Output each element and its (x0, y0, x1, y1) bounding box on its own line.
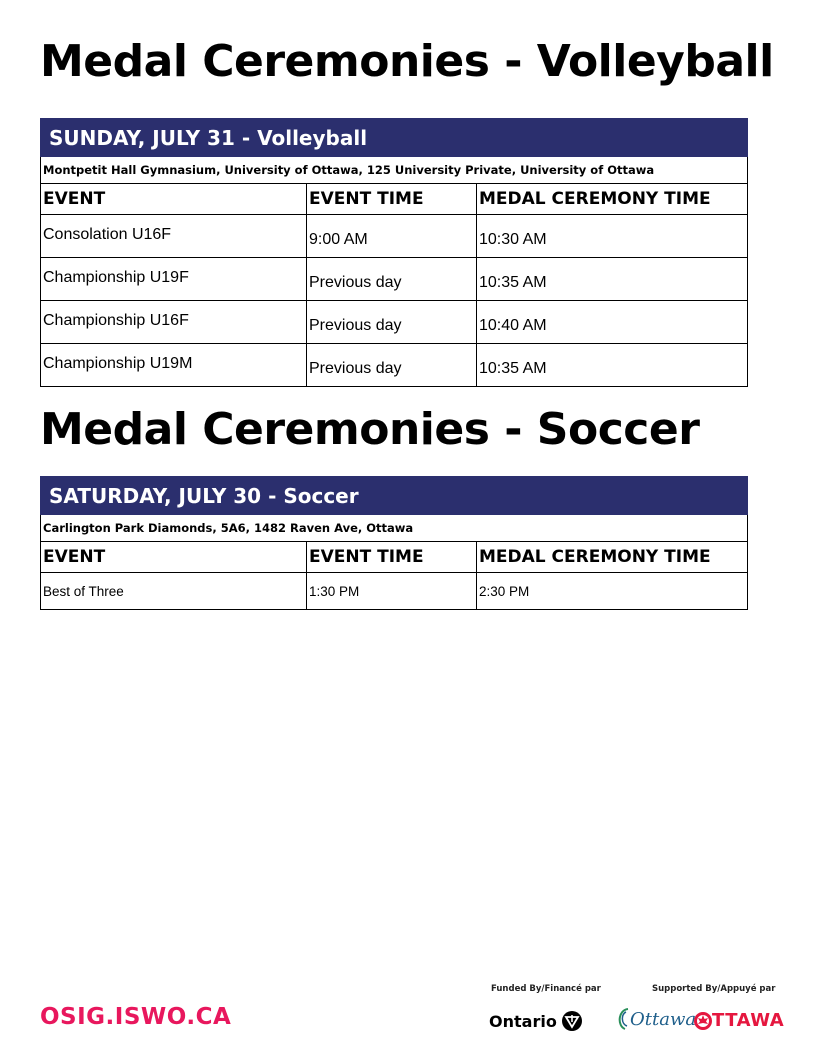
table-row (41, 215, 748, 258)
day-header: SUNDAY, JULY 31 - Volleyball (41, 119, 748, 157)
col-header-medal-time: MEDAL CEREMONY TIME (477, 184, 748, 215)
funded-by-label: Funded By/Financé par (491, 984, 601, 994)
soccer-schedule-table (40, 476, 748, 610)
event-cell: Championship U19F (41, 258, 307, 301)
table-row (41, 573, 748, 610)
ottawa-script-text: Ottawa (630, 1008, 697, 1030)
ontario-logo (489, 1010, 583, 1032)
event-time-cell: Previous day (307, 301, 477, 344)
ottawa-tourism-logo (694, 1010, 784, 1031)
page-title-soccer: Medal Ceremonies - Soccer (40, 404, 700, 455)
medal-time-cell: 10:35 AM (477, 258, 748, 301)
event-time-cell: 1:30 PM (307, 573, 477, 610)
venue-row (41, 515, 748, 542)
venue-text: Carlington Park Diamonds, 5A6, 1482 Raven Ave, Ottawa (41, 515, 748, 542)
event-time-cell: Previous day (307, 344, 477, 387)
venue-row (41, 157, 748, 184)
day-header-row (41, 119, 748, 157)
col-header-event-time: EVENT TIME (307, 184, 477, 215)
event-time-cell: 9:00 AM (307, 215, 477, 258)
column-header-row (41, 184, 748, 215)
supported-by-label: Supported By/Appuyé par (652, 984, 776, 994)
maple-leaf-icon (694, 1012, 712, 1030)
medal-time-cell: 10:35 AM (477, 344, 748, 387)
medal-time-cell: 2:30 PM (477, 573, 748, 610)
day-header: SATURDAY, JULY 30 - Soccer (41, 477, 748, 515)
medal-time-cell: 10:30 AM (477, 215, 748, 258)
ontario-logo-text: Ontario (489, 1011, 557, 1031)
trillium-icon (561, 1010, 583, 1032)
ottawa-city-script-logo (616, 1006, 696, 1032)
event-cell: Championship U16F (41, 301, 307, 344)
ottawa-mark-text: TTAWA (712, 1010, 785, 1031)
page-title-volleyball: Medal Ceremonies - Volleyball (40, 36, 774, 87)
table-row (41, 344, 748, 387)
table-row (41, 258, 748, 301)
event-cell: Consolation U16F (41, 215, 307, 258)
event-cell: Best of Three (41, 573, 307, 610)
day-header-row (41, 477, 748, 515)
col-header-event-time: EVENT TIME (307, 542, 477, 573)
venue-text: Montpetit Hall Gymnasium, University of Ottawa, 125 University Private, University of Ottawa (41, 157, 748, 184)
col-header-event: EVENT (41, 184, 307, 215)
event-time-cell: Previous day (307, 258, 477, 301)
footer-url-link[interactable]: OSIG.ISWO.CA (40, 1004, 232, 1030)
col-header-event: EVENT (41, 542, 307, 573)
event-cell: Championship U19M (41, 344, 307, 387)
volleyball-schedule-table (40, 118, 748, 387)
col-header-medal-time: MEDAL CEREMONY TIME (477, 542, 748, 573)
table-row (41, 301, 748, 344)
ottawa-swoosh-icon (616, 1006, 630, 1032)
medal-time-cell: 10:40 AM (477, 301, 748, 344)
column-header-row (41, 542, 748, 573)
